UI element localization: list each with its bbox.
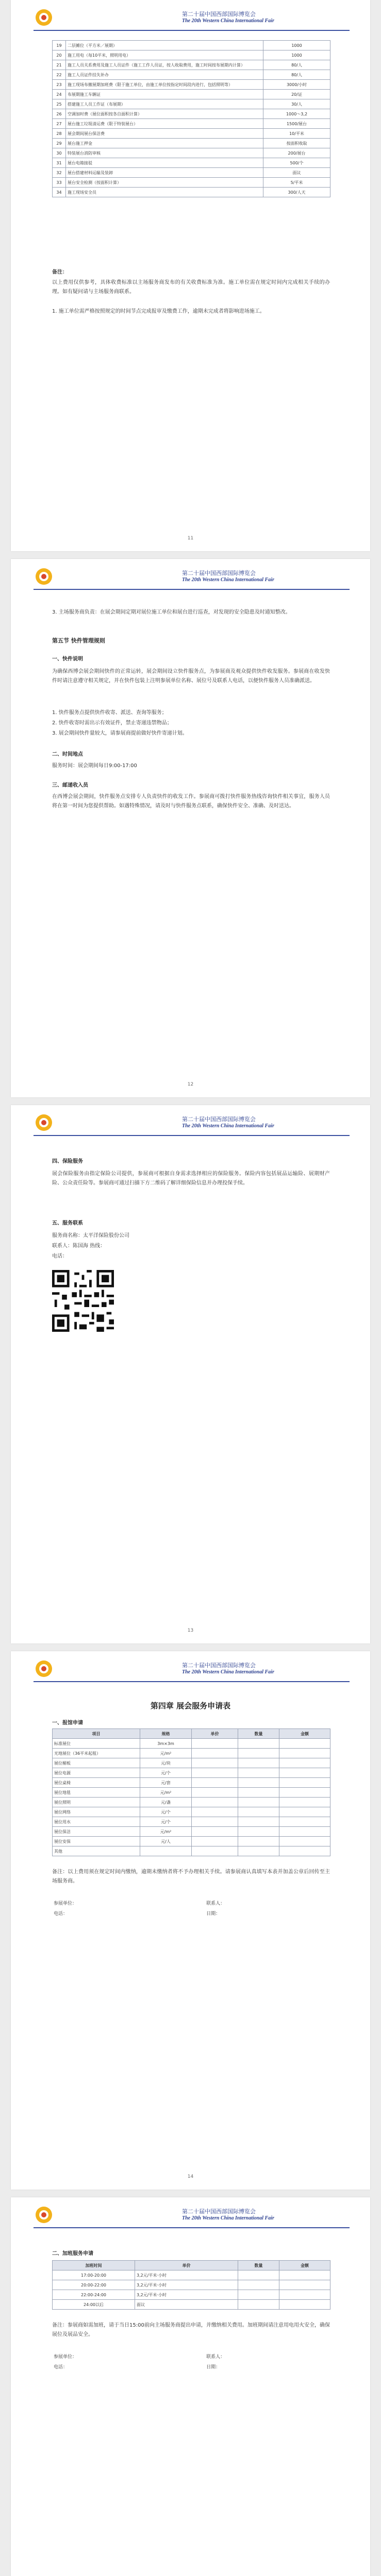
table-cell-empty bbox=[238, 1778, 279, 1788]
header-cn: 第二十届中国西部国际博览会 bbox=[182, 1116, 256, 1123]
row-price: 300/人天 bbox=[263, 188, 330, 197]
table-row bbox=[53, 50, 330, 60]
column-header: 单价 bbox=[192, 1729, 238, 1739]
row-number: 28 bbox=[53, 129, 66, 139]
table-row bbox=[53, 1827, 330, 1837]
fair-logo bbox=[34, 2205, 54, 2225]
table-row bbox=[53, 1807, 330, 1817]
table-row bbox=[53, 148, 330, 158]
table-row bbox=[53, 41, 330, 50]
table-cell-empty bbox=[279, 1846, 330, 1856]
table-cell-empty bbox=[238, 1837, 279, 1846]
row-number: 32 bbox=[53, 168, 66, 178]
document-page-5 bbox=[11, 2197, 370, 2576]
paragraph: 为确保西博会展会期间快件的正常运转，展会期间设立快件服务点，为参展商及观众提供快件收发服务。参展商在收发快件时请注意遵守相关规定，并在快件包装上注明参展单位名称、展位号及联系人电话，以便快件服务人员准确派送。 bbox=[52, 669, 330, 684]
table-row bbox=[53, 139, 330, 148]
page-number: 14 bbox=[187, 2174, 194, 2179]
row-time: 17:00-20:00 bbox=[53, 2270, 135, 2280]
table-cell-empty bbox=[238, 1788, 279, 1798]
table-cell-empty bbox=[279, 1788, 330, 1798]
qr-code bbox=[52, 1270, 114, 1332]
table-row bbox=[53, 70, 330, 80]
row-item: 展台电箱接驳 bbox=[66, 158, 263, 168]
row-price: 面议 bbox=[263, 168, 330, 178]
row-spec bbox=[140, 1846, 192, 1856]
row-price: 20/证 bbox=[263, 90, 330, 99]
note-text: 以上费用仅供参考，具体收费标准以主场服务商发布的有关收费标准为准。施工单位需在规定时间内完成相关手续的办理。如有疑问请与主场服务商联系。 bbox=[52, 280, 330, 295]
paragraph: 联系人：陈国海 热线： bbox=[52, 1243, 106, 1249]
table-row bbox=[53, 1749, 330, 1758]
table-row bbox=[53, 2270, 330, 2280]
row-number: 27 bbox=[53, 119, 66, 129]
table-cell-empty bbox=[192, 1768, 238, 1778]
table-cell-empty bbox=[279, 1739, 330, 1749]
row-spec: 元/人 bbox=[140, 1837, 192, 1846]
page-header bbox=[11, 1105, 370, 1141]
row-price: 1500/展台 bbox=[263, 119, 330, 129]
row-time: 24:00以后 bbox=[53, 2300, 135, 2310]
table-cell-empty bbox=[192, 1837, 238, 1846]
chapter-title: 第四章 展会服务申请表 bbox=[150, 1701, 231, 1710]
table-header-row bbox=[53, 1729, 330, 1739]
page-number: 11 bbox=[187, 536, 194, 541]
note-text: 备注：以上费用须在规定时间内缴纳，逾期未缴纳者将不予办理相关手续。请参展商认真填写本表并加盖公章后回传至主场服务商。 bbox=[52, 1869, 330, 1884]
row-spec: 元/m² bbox=[140, 1788, 192, 1798]
table-row bbox=[53, 2300, 330, 2310]
table-cell-empty bbox=[192, 1739, 238, 1749]
table-row bbox=[53, 129, 330, 139]
row-price: 面议 bbox=[135, 2300, 238, 2310]
row-item: 施工人员证件挂失补办 bbox=[66, 70, 263, 80]
table-cell-empty bbox=[279, 2290, 330, 2300]
row-item: 展位用水 bbox=[53, 1817, 140, 1827]
table-cell-empty bbox=[238, 2300, 279, 2310]
page-number: 13 bbox=[187, 1628, 194, 1633]
table-row bbox=[53, 99, 330, 109]
table-cell-empty bbox=[238, 1768, 279, 1778]
header-rule bbox=[34, 2227, 350, 2228]
sig-contact: 联系人： bbox=[206, 1901, 225, 1906]
row-number: 20 bbox=[53, 50, 66, 60]
table-row bbox=[53, 1778, 330, 1788]
row-item: 特装展台消防审核 bbox=[66, 148, 263, 158]
column-header: 项目 bbox=[53, 1729, 140, 1739]
row-item: 展位照明 bbox=[53, 1798, 140, 1807]
row-price: 500/个 bbox=[263, 158, 330, 168]
row-price: 按面积收取 bbox=[263, 139, 330, 148]
page-header bbox=[11, 2197, 370, 2233]
row-spec: 3m×3m bbox=[140, 1739, 192, 1749]
subheading: 四、保险服务 bbox=[52, 1159, 83, 1164]
table-cell-empty bbox=[238, 1807, 279, 1817]
table-row bbox=[53, 80, 330, 90]
row-number: 33 bbox=[53, 178, 66, 188]
table-cell-empty bbox=[238, 1827, 279, 1837]
table-cell-empty bbox=[238, 1749, 279, 1758]
paragraph: 电话： bbox=[52, 1253, 68, 1259]
table-cell-empty bbox=[238, 2290, 279, 2300]
table-row bbox=[53, 2290, 330, 2300]
table-row bbox=[53, 1817, 330, 1827]
row-item: 施工人员关系费用及施工人员证件（施工工作人员证，按人收取费用，施工时间按布展期内计算） bbox=[66, 60, 263, 70]
table-cell-empty bbox=[279, 1768, 330, 1778]
sig-contact: 联系人： bbox=[206, 2354, 225, 2360]
row-item: 标准展位 bbox=[53, 1739, 140, 1749]
row-number: 19 bbox=[53, 41, 66, 50]
application-table bbox=[52, 1728, 330, 1856]
row-number: 31 bbox=[53, 158, 66, 168]
header-rule bbox=[34, 30, 350, 31]
row-number: 26 bbox=[53, 109, 66, 119]
row-item: 展位地毯 bbox=[53, 1788, 140, 1798]
row-item: 二层摊位（平方米／展期） bbox=[66, 41, 263, 50]
table-header-row bbox=[53, 2261, 330, 2270]
row-price: 200/展台 bbox=[263, 148, 330, 158]
row-spec: 元/盏 bbox=[140, 1798, 192, 1807]
subheading: 五、服务联系 bbox=[52, 1221, 83, 1226]
sig-phone: 电话： bbox=[54, 2364, 68, 2370]
fair-logo bbox=[34, 1658, 54, 1679]
column-header: 金额 bbox=[279, 2261, 330, 2270]
row-price: 80/人 bbox=[263, 70, 330, 80]
page-header bbox=[11, 1651, 370, 1687]
row-item: 展位网络 bbox=[53, 1807, 140, 1817]
row-spec: 元/块 bbox=[140, 1758, 192, 1768]
table-cell-empty bbox=[192, 1788, 238, 1798]
column-header: 单价 bbox=[135, 2261, 238, 2270]
row-price: 80/人 bbox=[263, 60, 330, 70]
header-cn: 第二十届中国西部国际博览会 bbox=[182, 2208, 256, 2215]
row-spec: 元/套 bbox=[140, 1778, 192, 1788]
table-row bbox=[53, 1739, 330, 1749]
row-price: 1000 bbox=[263, 50, 330, 60]
row-item: 搭建施工人员工作证（布展期） bbox=[66, 99, 263, 109]
table-cell-empty bbox=[192, 1827, 238, 1837]
section-heading: 第五节 快件管理规则 bbox=[52, 637, 105, 644]
sig-company: 参展单位： bbox=[54, 1901, 77, 1906]
table-cell-empty bbox=[279, 2270, 330, 2280]
page-number: 12 bbox=[187, 1082, 194, 1087]
note-text: 备注：参展商如需加班，请于当日15:00前向主场服务商提出申请，并缴纳相关费用。加班期间请注意用电用火安全，确保展位及展品安全。 bbox=[52, 2323, 330, 2337]
row-item: 布展期施工车辆证 bbox=[66, 90, 263, 99]
table-row bbox=[53, 158, 330, 168]
row-price: 3000/小时 bbox=[263, 80, 330, 90]
table-cell-empty bbox=[192, 1817, 238, 1827]
document-page-1 bbox=[11, 0, 370, 551]
row-price: 3,2元/平米·小时 bbox=[135, 2280, 238, 2290]
row-item: 施工现场安全员 bbox=[66, 188, 263, 197]
table-cell-empty bbox=[192, 1807, 238, 1817]
table-row bbox=[53, 90, 330, 99]
table-cell-empty bbox=[192, 1778, 238, 1788]
row-item: 展台安全检测（按面积计算） bbox=[66, 178, 263, 188]
signature-block bbox=[52, 2352, 330, 2372]
row-price: 30/人 bbox=[263, 99, 330, 109]
note-text-2: 1. 施工单位需严格按照规定的时间节点完成报审及缴费工作，逾期未完成者将影响进场施工。 bbox=[52, 309, 265, 314]
table-row bbox=[53, 1846, 330, 1856]
sig-company: 参展单位： bbox=[54, 2354, 77, 2360]
row-price: 1000～3,2 bbox=[263, 109, 330, 119]
table-row bbox=[53, 1798, 330, 1807]
paragraph: 服务时间：展会期间每日9:00-17:00 bbox=[52, 763, 137, 769]
column-header: 规格 bbox=[140, 1729, 192, 1739]
table-cell-empty bbox=[279, 2300, 330, 2310]
table-cell-empty bbox=[279, 1749, 330, 1758]
row-number: 23 bbox=[53, 80, 66, 90]
row-spec: 元/个 bbox=[140, 1768, 192, 1778]
table-cell-empty bbox=[192, 1758, 238, 1768]
row-price: 10/平米 bbox=[263, 129, 330, 139]
row-item: 空调加时费（展位面积按各自面积计算） bbox=[66, 109, 263, 119]
row-item: 展位楣板 bbox=[53, 1758, 140, 1768]
table-cell-empty bbox=[238, 1798, 279, 1807]
table-row bbox=[53, 60, 330, 70]
document-page-4 bbox=[11, 1651, 370, 2190]
signature-block bbox=[52, 1899, 330, 1919]
row-number: 22 bbox=[53, 70, 66, 80]
table-row bbox=[53, 168, 330, 178]
header-en: The 20th Western China International Fair bbox=[182, 2215, 274, 2221]
table-cell-empty bbox=[279, 1827, 330, 1837]
table-cell-empty bbox=[192, 1846, 238, 1856]
table-cell-empty bbox=[279, 1807, 330, 1817]
table-row bbox=[53, 109, 330, 119]
row-number: 30 bbox=[53, 148, 66, 158]
paragraph: 2. 快件收寄时需出示有效证件，禁止寄递违禁物品； bbox=[52, 720, 172, 726]
header-rule bbox=[34, 1681, 350, 1682]
subheading: 一、快件说明 bbox=[52, 656, 83, 662]
table-cell-empty bbox=[238, 1758, 279, 1768]
row-item: 展台施工押金 bbox=[66, 139, 263, 148]
fee-table bbox=[52, 40, 330, 197]
document-page-2 bbox=[11, 559, 370, 1097]
row-item: 展位安保 bbox=[53, 1837, 140, 1846]
table-cell-empty bbox=[238, 2280, 279, 2290]
row-price: 3,2元/平米·小时 bbox=[135, 2270, 238, 2280]
row-item: 光地展位（36平米起租） bbox=[53, 1749, 140, 1758]
row-spec: 元/个 bbox=[140, 1817, 192, 1827]
subheading: 一、报馆申请 bbox=[52, 1720, 83, 1726]
row-number: 29 bbox=[53, 139, 66, 148]
paragraph: 服务商名称：太平洋保险股份公司 bbox=[52, 1233, 129, 1239]
fair-logo bbox=[34, 566, 54, 587]
fair-logo bbox=[34, 7, 54, 28]
row-item: 施工用电（每10平米，照明用电） bbox=[66, 50, 263, 60]
row-spec: 元/m² bbox=[140, 1827, 192, 1837]
table-cell-empty bbox=[279, 2280, 330, 2290]
row-item: 展会期间展台保洁费 bbox=[66, 129, 263, 139]
sig-date: 日期： bbox=[206, 1911, 221, 1917]
table-cell-empty bbox=[238, 1846, 279, 1856]
row-item: 展位电源 bbox=[53, 1768, 140, 1778]
overtime-table bbox=[52, 2260, 330, 2310]
page-header bbox=[11, 559, 370, 595]
table-row bbox=[53, 1788, 330, 1798]
paragraph: 在西博会展会期间，快件服务点安排专人负责快件的收发工作。参展商可拨打快件服务热线咨询快件相关事宜，服务人员将在第一时间为您提供帮助。如遇特殊情况，请及时与快件服务点联系，确保快件安全、准确、及时送达。 bbox=[52, 794, 330, 809]
row-item: 施工现场布撤展期加班费（限于施工单位，由施工单位按指定时间段内进行，包括照明等） bbox=[66, 80, 263, 90]
table-cell-empty bbox=[279, 1798, 330, 1807]
table-row bbox=[53, 1837, 330, 1846]
column-header: 加班时间 bbox=[53, 2261, 135, 2270]
subheading: 三、邮递收入员 bbox=[52, 783, 88, 788]
row-spec: 元/m² bbox=[140, 1749, 192, 1758]
column-header: 数量 bbox=[238, 2261, 279, 2270]
sig-phone: 电话： bbox=[54, 1911, 68, 1917]
row-number: 24 bbox=[53, 90, 66, 99]
row-spec: 元/个 bbox=[140, 1807, 192, 1817]
row-price: 5/平米 bbox=[263, 178, 330, 188]
row-item: 展台施工垃圾清运费（限于特装展台） bbox=[66, 119, 263, 129]
table-cell-empty bbox=[279, 1817, 330, 1827]
table-cell-empty bbox=[192, 1798, 238, 1807]
paragraph: 3. 展会期间快件量较大，请参展商提前做好快件寄递计划。 bbox=[52, 731, 188, 736]
row-price: 3,2元/平米·小时 bbox=[135, 2290, 238, 2300]
table-cell-empty bbox=[238, 1739, 279, 1749]
table-cell-empty bbox=[279, 1837, 330, 1846]
note-title: 备注： bbox=[52, 269, 68, 275]
table-row bbox=[53, 2280, 330, 2290]
subheading: 二、加班服务申请 bbox=[52, 2251, 93, 2257]
table-cell-empty bbox=[279, 1758, 330, 1768]
row-item: 展台搭建材料运输及装卸 bbox=[66, 168, 263, 178]
row-price: 1000 bbox=[263, 41, 330, 50]
row-number: 34 bbox=[53, 188, 66, 197]
header-en: The 20th Western China International Fair bbox=[182, 1669, 274, 1675]
row-time: 20:00-22:00 bbox=[53, 2280, 135, 2290]
header-cn: 第二十届中国西部国际博览会 bbox=[182, 570, 256, 577]
column-header: 金额 bbox=[279, 1729, 330, 1739]
table-row bbox=[53, 1768, 330, 1778]
row-item: 展位保洁 bbox=[53, 1827, 140, 1837]
column-header: 数量 bbox=[238, 1729, 279, 1739]
page-header bbox=[11, 0, 370, 36]
paragraph: 展会保险服务由指定保险公司提供，参展商可根据自身需求选择相应的保险服务。保险内容包括展品运输险、展期财产险、公众责任险等。参展商可通过扫描下方二维码了解详细保险信息并办理投保手续。 bbox=[52, 1171, 330, 1186]
header-en: The 20th Western China International Fair bbox=[182, 18, 274, 24]
table-row bbox=[53, 178, 330, 188]
subheading: 二、时间地点 bbox=[52, 752, 83, 757]
row-number: 21 bbox=[53, 60, 66, 70]
header-en: The 20th Western China International Fair bbox=[182, 577, 274, 583]
document-page-3 bbox=[11, 1105, 370, 1643]
header-cn: 第二十届中国西部国际博览会 bbox=[182, 1662, 256, 1669]
table-row bbox=[53, 119, 330, 129]
paragraph: 3. 主场服务商负责：在展会期间定期对展位施工单位和展台进行巡查，对发现的安全隐患及时通知整改。 bbox=[52, 609, 291, 615]
paragraph: 1. 快件服务点提供快件收寄、派送、查询等服务； bbox=[52, 710, 167, 716]
row-number: 25 bbox=[53, 99, 66, 109]
table-row bbox=[53, 1758, 330, 1768]
header-rule bbox=[34, 589, 350, 590]
row-item: 展位桌椅 bbox=[53, 1778, 140, 1788]
header-cn: 第二十届中国西部国际博览会 bbox=[182, 11, 256, 18]
fair-logo bbox=[34, 1112, 54, 1133]
sig-date: 日期： bbox=[206, 2364, 221, 2370]
table-cell-empty bbox=[192, 1749, 238, 1758]
table-cell-empty bbox=[238, 2270, 279, 2280]
row-item: 其他 bbox=[53, 1846, 140, 1856]
table-cell-empty bbox=[279, 1778, 330, 1788]
row-time: 22:00-24:00 bbox=[53, 2290, 135, 2300]
header-en: The 20th Western China International Fair bbox=[182, 1123, 274, 1129]
header-rule bbox=[34, 1135, 350, 1136]
table-row bbox=[53, 188, 330, 197]
table-cell-empty bbox=[238, 1817, 279, 1827]
